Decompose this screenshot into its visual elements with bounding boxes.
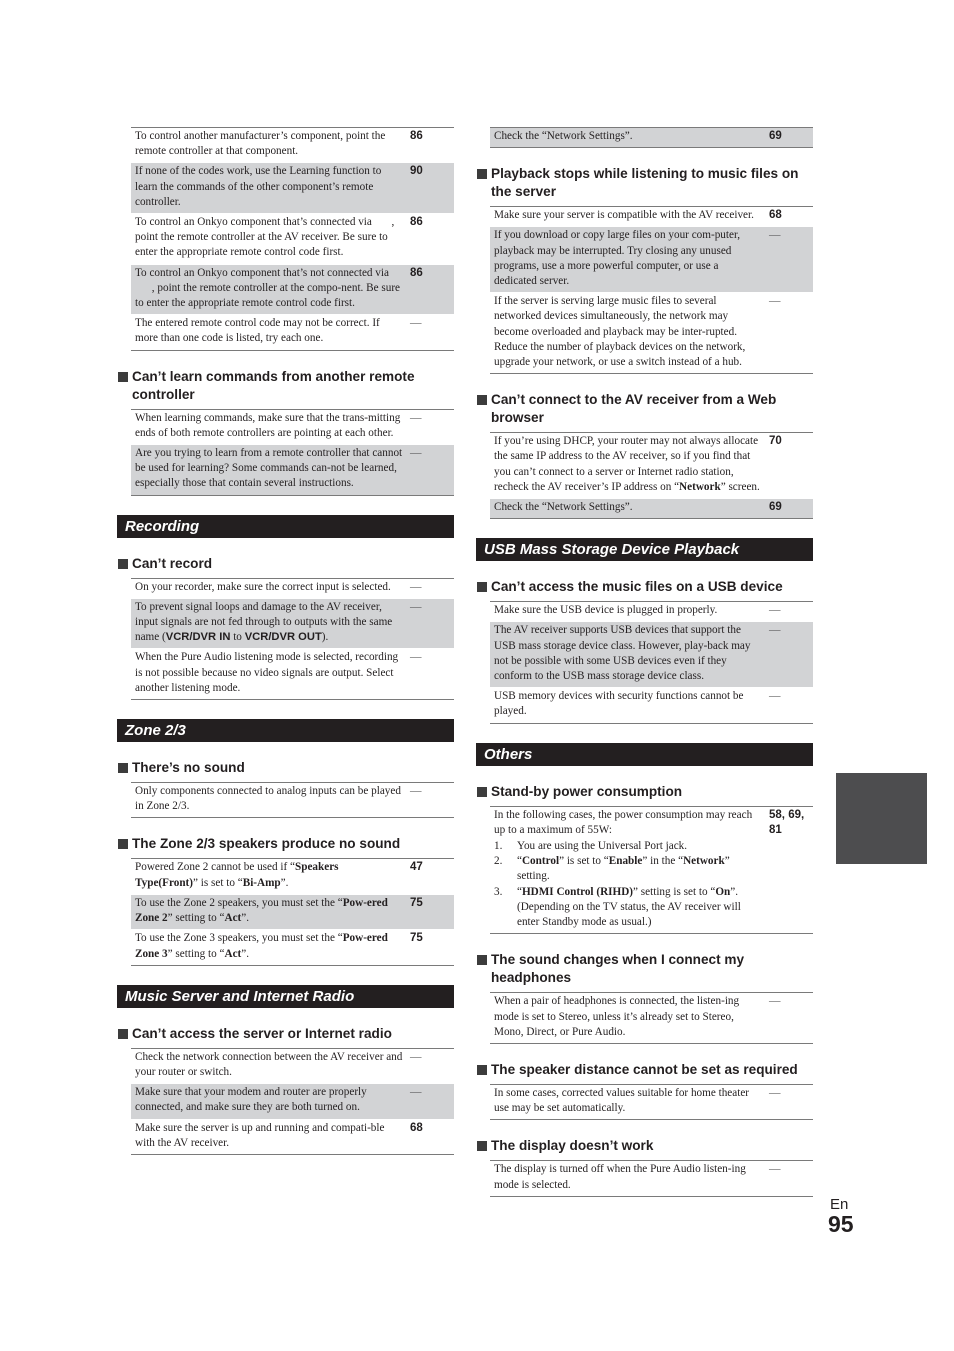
list-item: 2. “Control” is set to “Enable” in the “Network” setting. bbox=[494, 855, 730, 883]
table-row: To control an Onkyo component that’s not connected via , point the remote controller at the compo-nent. Be sure to enter the appropriate remote control code first. 86 bbox=[131, 264, 454, 315]
section-header-usb: USB Mass Storage Device Playback bbox=[476, 538, 813, 561]
square-bullet-icon bbox=[118, 559, 128, 569]
table-row: When learning commands, make sure that the trans-mitting ends of both remote controllers are pointing at each other. — bbox=[135, 411, 422, 439]
table-row: Are you trying to learn from a remote controller that cannot be used for learning? Some commands can-not be learned, especially those that contain several instructions. — bbox=[131, 444, 454, 495]
section-header-others: Others bbox=[476, 743, 813, 766]
table-row: When the Pure Audio listening mode is selected, recording is not possible because no video signals are output. Select another listening mode. — bbox=[131, 648, 454, 699]
square-bullet-icon bbox=[477, 582, 487, 592]
no-sound-table bbox=[131, 782, 454, 818]
table-row: The display is turned off when the Pure Audio listen-ing mode is selected. — bbox=[494, 1163, 781, 1191]
standby-page-refs: 58, 69, 81 bbox=[769, 808, 805, 836]
display-table bbox=[490, 1160, 813, 1196]
table-row: In the following cases, the power consumption may reach up to a maximum of 55W: 1. You are using the Universal Port jack. 2. “Control” is set to “Enable” in the “Network” setting. 3. “HDMI Control (RIHD)” setting is set to “On”. (Depending on the TV status, the AV receiver will enter Standby mode as usual.) 58, 69, 81 bbox=[490, 807, 813, 934]
square-bullet-icon bbox=[477, 955, 487, 965]
chapter-tab bbox=[836, 773, 927, 864]
list-item: 3. “HDMI Control (RIHD)” setting is set to “On”. (Depending on the TV status, the AV receiver will enter Standby mode as usual.) bbox=[494, 885, 741, 929]
server-table bbox=[131, 1048, 454, 1155]
standby-table bbox=[490, 806, 813, 935]
section-header-music-server: Music Server and Internet Radio bbox=[117, 985, 454, 1008]
headphones-table bbox=[490, 992, 813, 1044]
table-row: If the server is serving large music files to several networked devices simultaneously, the network may become overloaded and playback may be inter-rupted. Reduce the number of playback devices on the network, upgrade your network, or use a switch instead of a hub. — bbox=[490, 292, 813, 373]
record-table bbox=[131, 578, 454, 700]
square-bullet-icon bbox=[118, 839, 128, 849]
table-row: USB memory devices with security functions cannot be played. — bbox=[490, 687, 813, 722]
subheading-speaker-distance: The speaker distance cannot be set as required bbox=[476, 1061, 813, 1079]
table-row: Make sure the USB device is plugged in properly. — bbox=[494, 604, 781, 617]
subheading-standby-power: Stand-by power consumption bbox=[476, 783, 813, 801]
subheading-cant-learn: Can’t learn commands from another remote controller bbox=[117, 368, 454, 404]
speaker-distance-table bbox=[490, 1084, 813, 1120]
subheading-web-browser: Can’t connect to the AV receiver from a Web browser bbox=[476, 391, 813, 427]
table-row: If you download or copy large files on your com-puter, playback may be interrupted. Try closing any unused programs, use a more powerful computer, or use a dedicated server. — bbox=[490, 226, 813, 292]
table-row: If you’re using DHCP, your router may not always allocate the same IP address to the AV receiver, so if you find that you can’t connect to a server or Internet radio station, recheck the AV receiver’s IP address on “Network” screen. 70 bbox=[494, 435, 782, 493]
subheading-display: The display doesn’t work bbox=[476, 1137, 813, 1155]
section-header-recording: Recording bbox=[117, 515, 454, 538]
network-settings-table bbox=[490, 127, 813, 148]
subheading-no-sound: There’s no sound bbox=[117, 759, 454, 777]
table-row: Make sure that your modem and router are properly connected, and make sure they are both turned on. — bbox=[131, 1083, 454, 1118]
playback-table bbox=[490, 206, 813, 374]
subheading-usb-access: Can’t access the music files on a USB device bbox=[476, 578, 813, 596]
web-browser-table bbox=[490, 432, 813, 519]
table-row: Only components connected to analog inputs can be played in Zone 2/3. — bbox=[135, 785, 422, 813]
table-row: When a pair of headphones is connected, the listen-ing mode is set to Stereo, unless it’s already set to Stereo, Mono, Direct, or Pure Audio. — bbox=[494, 995, 781, 1038]
table-row: On your recorder, make sure the correct input is selected. — bbox=[135, 580, 422, 593]
table-row: To prevent signal loops and damage to the AV receiver, input signals are not fed through to outputs with the same name (VCR/DVR IN to VCR/DVR OUT). — bbox=[131, 598, 454, 649]
table-row: To control another manufacturer’s component, point the remote controller at that component. 86 bbox=[135, 130, 423, 158]
left-column bbox=[117, 127, 454, 1155]
table-row: Check the network connection between the AV receiver and your router or switch. — bbox=[135, 1050, 422, 1078]
table-row: Check the “Network Settings”. 69 bbox=[490, 498, 813, 518]
language-label: En bbox=[830, 1196, 849, 1213]
subheading-headphones: The sound changes when I connect my headphones bbox=[476, 951, 813, 987]
page-number: 95 bbox=[828, 1211, 854, 1237]
square-bullet-icon bbox=[477, 395, 487, 405]
table-row: The entered remote control code may not be correct. If more than one code is listed, try each one. — bbox=[131, 314, 454, 349]
learn-table bbox=[131, 409, 454, 496]
square-bullet-icon bbox=[477, 169, 487, 179]
table-row: The AV receiver supports USB devices that support the USB mass storage device class. However, play-back may not be possible with some USB devices even if they conform to the USB mass storage device class. — bbox=[490, 621, 813, 687]
square-bullet-icon bbox=[118, 372, 128, 382]
table-row: To use the Zone 2 speakers, you must set the “Pow-ered Zone 2” setting to “Act”. 75 bbox=[131, 894, 454, 929]
table-row: Make sure the server is up and running and compati-ble with the AV receiver. 68 bbox=[131, 1119, 454, 1154]
standby-conditions-list bbox=[494, 839, 763, 930]
square-bullet-icon bbox=[477, 1065, 487, 1075]
list-item: 1. You are using the Universal Port jack. bbox=[494, 840, 688, 853]
subheading-server-access: Can’t access the server or Internet radio bbox=[117, 1025, 454, 1043]
square-bullet-icon bbox=[118, 763, 128, 773]
section-header-zone: Zone 2/3 bbox=[117, 719, 454, 742]
square-bullet-icon bbox=[118, 1029, 128, 1039]
table-row: To use the Zone 3 speakers, you must set the “Pow-ered Zone 3” setting to “Act”. 75 bbox=[131, 929, 454, 964]
remote-control-table bbox=[131, 127, 454, 351]
table-row: Powered Zone 2 cannot be used if “Speakers Type(Front)” is set to “Bi-Amp”. 47 bbox=[135, 861, 423, 889]
table-row: To control an Onkyo component that’s connected via , point the remote controller at the AV receiver. Be sure to enter the appropriate remote control code first. 86 bbox=[131, 213, 454, 264]
zone-speakers-table bbox=[131, 858, 454, 965]
table-row: In some cases, corrected values suitable for home theater use may be set automatically. — bbox=[494, 1086, 781, 1115]
table-row: Check the “Network Settings”. 69 bbox=[490, 128, 813, 147]
square-bullet-icon bbox=[477, 787, 487, 797]
subheading-cant-record: Can’t record bbox=[117, 555, 454, 573]
subheading-zone-speakers: The Zone 2/3 speakers produce no sound bbox=[117, 835, 454, 853]
square-bullet-icon bbox=[477, 1141, 487, 1151]
table-row: If none of the codes work, use the Learning function to learn the commands of the other component’s remote controller. 90 bbox=[131, 162, 454, 213]
table-row: Make sure your server is compatible with the AV receiver. 68 bbox=[494, 209, 782, 222]
right-column bbox=[476, 127, 813, 1197]
usb-table bbox=[490, 601, 813, 723]
subheading-playback-stops: Playback stops while listening to music files on the server bbox=[476, 165, 813, 201]
